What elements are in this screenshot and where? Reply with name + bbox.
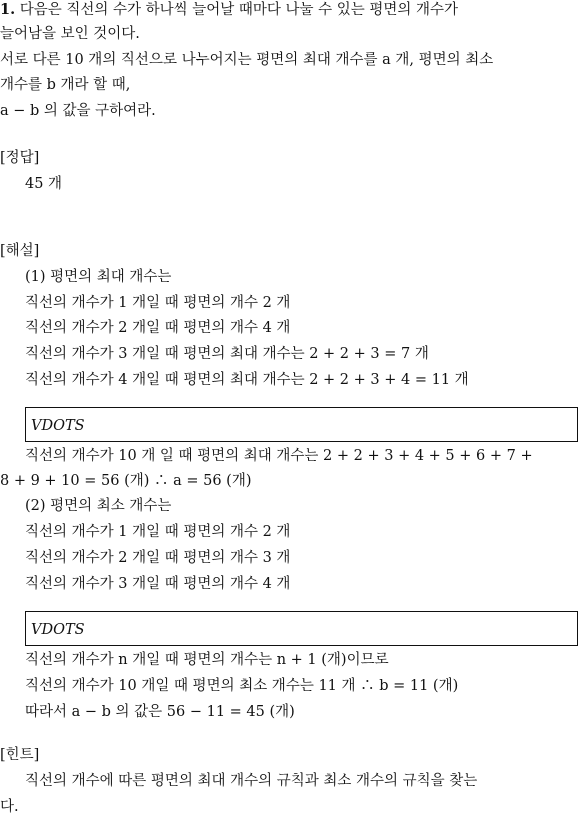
solution-part2-line-1: 직선의 개수가 1 개일 때 평면의 개수 2 개 [25,524,291,540]
solution-part1-final-a: 직선의 개수가 10 개 일 때 평면의 최대 개수는 2 + 2 + 3 + 4 + 5 + 6 + 7 + [25,448,533,464]
hint-heading: [힌트] [0,747,40,763]
solution-part1-line-3: 직선의 개수가 3 개일 때 평면의 최대 개수는 2 + 2 + 3 = 7 개 [25,346,429,362]
problem-text-4: 개수를 b 개라 할 때, [0,77,131,93]
problem-number: 1. [0,1,16,18]
problem-text-5: a − b 의 값을 구하여라. [0,103,156,119]
solution-heading: [해설] [0,243,40,259]
problem-text-1: 다음은 직선의 수가 하나씩 늘어날 때마다 나눌 수 있는 평면의 개수가 [19,2,459,18]
solution-part1-line-1: 직선의 개수가 1 개일 때 평면의 개수 2 개 [25,295,291,311]
answer-value: 45 개 [25,176,63,192]
solution-part1-final-b: 8 + 9 + 10 = 56 (개) ∴ a = 56 (개) [0,473,252,489]
hint-text-1: 직선의 개수에 따른 평면의 최대 개수의 규칙과 최소 개수의 규칙을 찾는 [25,773,478,789]
solution-part2-final: 직선의 개수가 10 개일 때 평면의 최소 개수는 11 개 ∴ b = 11 (개) [25,678,459,694]
hint-text-2: 다. [0,799,19,815]
vdots-label-2: VDOTS [31,622,85,638]
solution-part2-line-3: 직선의 개수가 3 개일 때 평면의 개수 4 개 [25,576,291,592]
solution-part1-line-2: 직선의 개수가 2 개일 때 평면의 개수 4 개 [25,320,291,336]
vdots-box-1 [25,407,578,442]
vdots-label-1: VDOTS [31,418,85,434]
solution-part2-n: 직선의 개수가 n 개일 때 평면의 개수는 n + 1 (개)이므로 [25,652,389,668]
vdots-box-2 [25,611,578,646]
problem-statement-line-1 [0,0,458,20]
problem-text-3: 서로 다른 10 개의 직선으로 나누어지는 평면의 최대 개수를 a 개, 평면의 최소 [0,52,494,68]
answer-heading: [정답] [0,150,40,166]
solution-conclusion: 따라서 a − b 의 값은 56 − 11 = 45 (개) [25,704,295,720]
solution-part1-line-4: 직선의 개수가 4 개일 때 평면의 최대 개수는 2 + 2 + 3 + 4 = 11 개 [25,372,469,388]
solution-part2-title: (2) 평면의 최소 개수는 [25,498,172,514]
problem-text-2: 늘어남을 보인 것이다. [0,26,140,42]
solution-part2-line-2: 직선의 개수가 2 개일 때 평면의 개수 3 개 [25,550,291,566]
solution-part1-title: (1) 평면의 최대 개수는 [25,269,172,285]
